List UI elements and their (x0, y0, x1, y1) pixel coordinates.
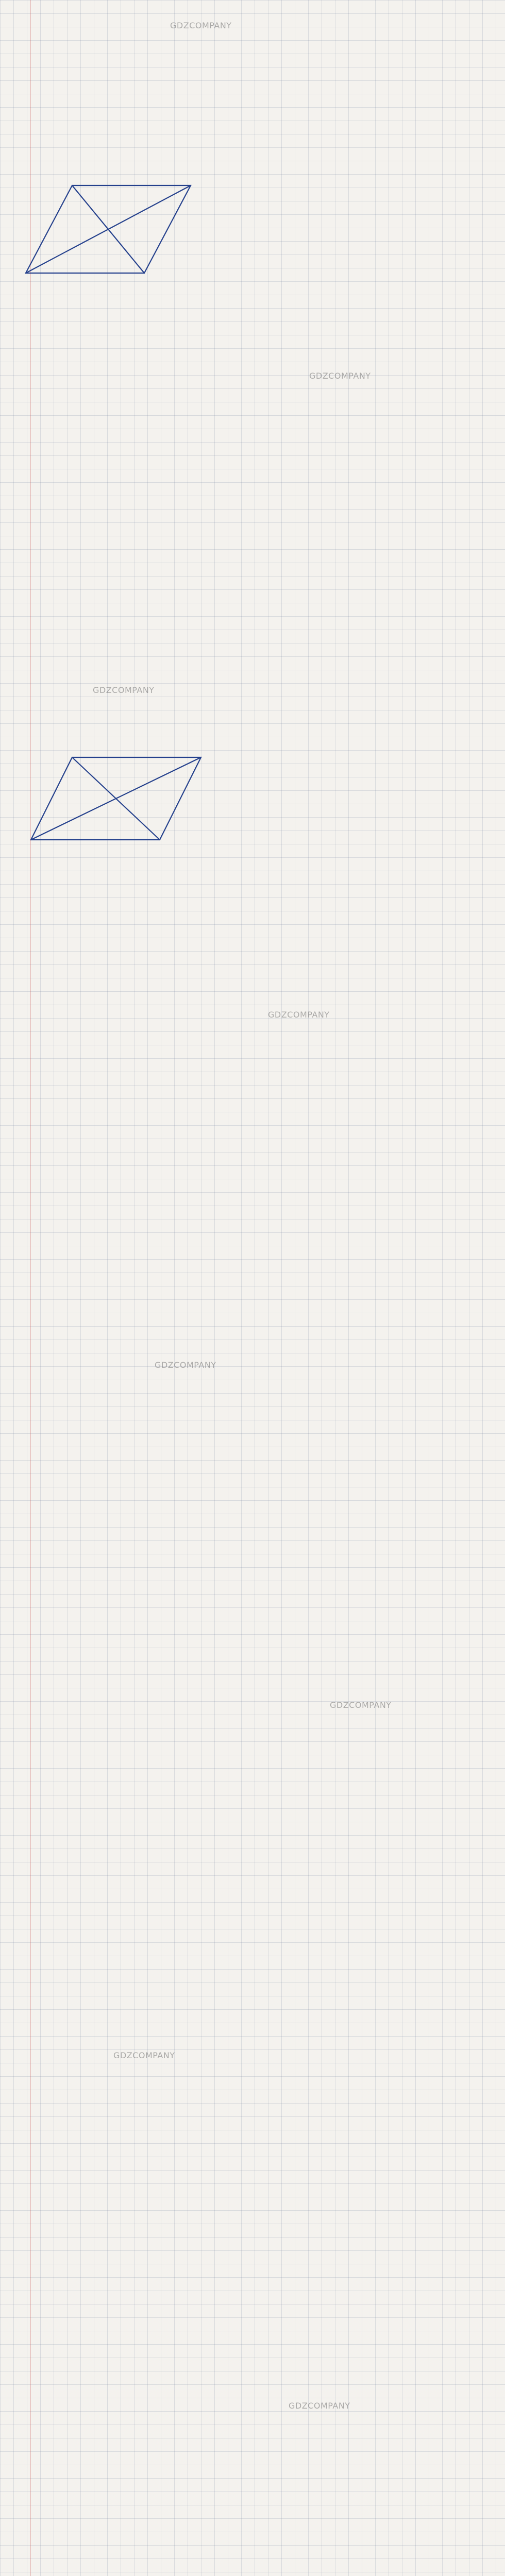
watermark: GDZCOMPANY (289, 2401, 350, 2411)
watermark: GDZCOMPANY (155, 1360, 216, 1370)
watermark: GDZCOMPANY (268, 1010, 330, 1020)
watermark: GDZCOMPANY (93, 685, 155, 695)
watermark: GDZCOMPANY (170, 21, 232, 30)
watermark: GDZCOMPANY (330, 1700, 392, 1710)
watermark: GDZCOMPANY (113, 2050, 175, 2060)
parallelogram-sketch-2 (15, 742, 211, 855)
watermark: GDZCOMPANY (309, 371, 371, 381)
parallelogram-sketch-1 (15, 170, 201, 289)
margin-line (30, 0, 31, 2576)
